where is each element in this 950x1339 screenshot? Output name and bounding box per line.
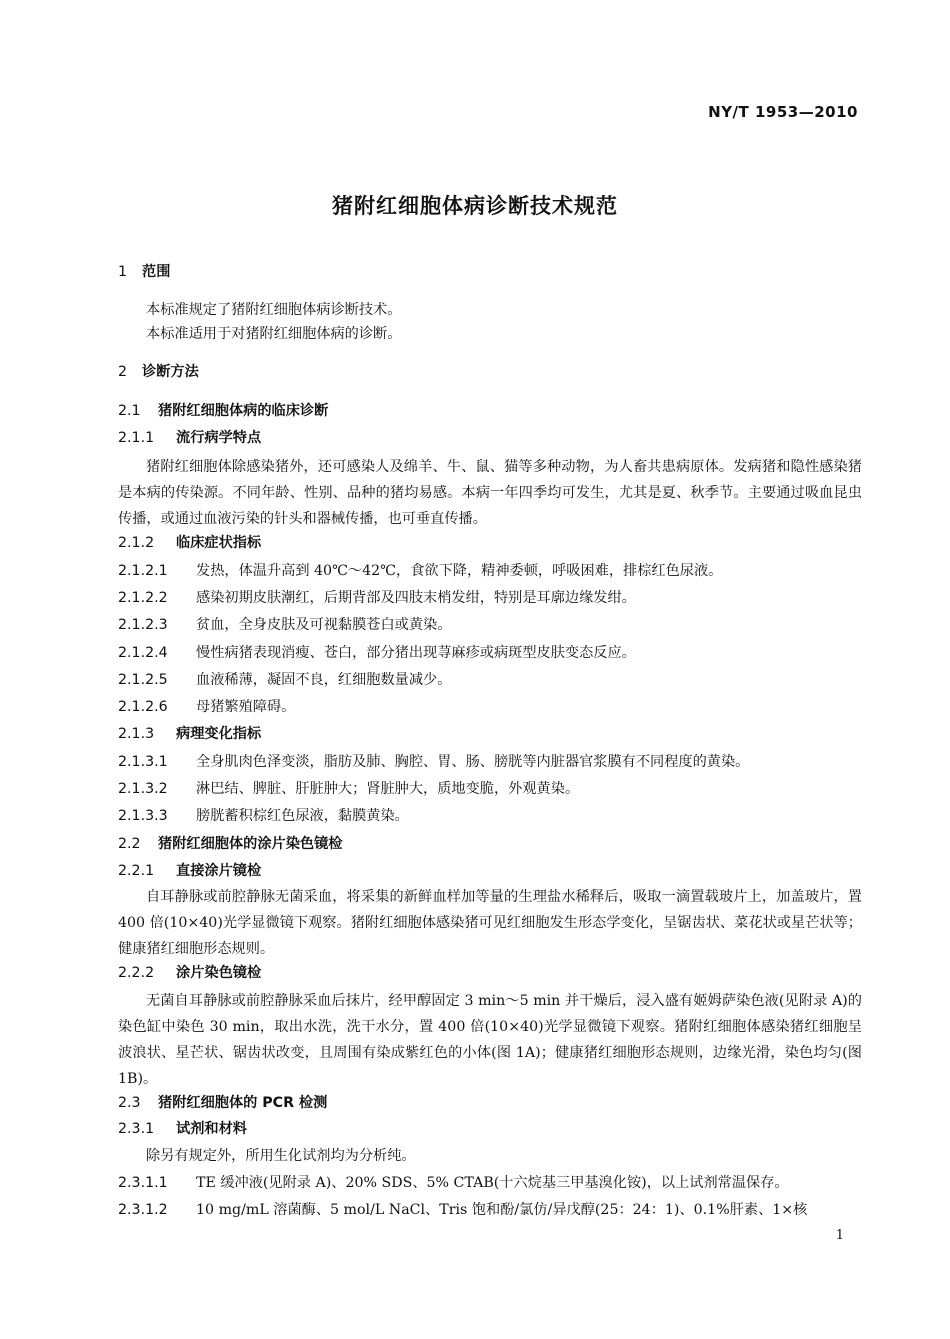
stained-smear-paragraph: 无菌自耳静脉或前腔静脉采血后抹片，经甲醇固定 3 min～5 min 并干燥后，浸入盛有姬姆萨染色液(见附录 A)的染色缸中染色 30 min，取出水洗，洗干水分，置 400 倍(10×40)光学显微镜下观察。猪附红细胞体感染猪红细胞呈波浪状、星芒状、锯齿状改变，且周围有染成紫红色的小体(图 1A)；健康猪红细胞形态规则，边缘光滑，染色均匀(图 1B)。 bbox=[118, 993, 862, 1087]
clause-number: 2.1.3.2 bbox=[118, 781, 168, 797]
epidemiology-paragraph: 猪附红细胞体除感染猪外，还可感染人及绵羊、牛、鼠、猫等多种动物，为人畜共患病原体。发病猪和隐性感染猪是本病的传染源。不同年龄、性别、品种的猪均易感。本病一年四季均可发生，尤其是夏、秋季节。主要通过吸血昆虫传播，或通过血液污染的针头和器械传播，也可垂直传播。 bbox=[118, 459, 862, 527]
section-title: 试剂和材料 bbox=[176, 1121, 247, 1137]
clause-item bbox=[118, 643, 636, 663]
clause-number: 2.1.2.1 bbox=[118, 563, 168, 579]
section-number: 2.3.1 bbox=[118, 1121, 155, 1137]
clause-item bbox=[118, 806, 409, 826]
clause-number: 2.1.2.2 bbox=[118, 590, 168, 606]
section-2-1-3-heading bbox=[118, 724, 261, 744]
section-number: 2.2.2 bbox=[118, 965, 155, 981]
clause-item bbox=[118, 588, 636, 608]
clause-number: 2.3.1.2 bbox=[118, 1202, 168, 1218]
clause-text: 贫血，全身皮肤及可视黏膜苍白或黄染。 bbox=[196, 617, 452, 633]
direct-smear-paragraph: 自耳静脉或前腔静脉无菌采血，将采集的新鲜血样加等量的生理盐水稀释后，吸取一滴置载玻片上，加盖玻片，置 400 倍(10×40)光学显微镜下观察。猪附红细胞体感染猪可见红细胞发生形态学变化，呈锯齿状、菜花状或星芒状等；健康猪红细胞形态规则。 bbox=[118, 889, 862, 957]
clause-text: 全身肌肉色泽变淡，脂肪及肺、胸腔、胃、肠、膀胱等内脏器官浆膜有不同程度的黄染。 bbox=[196, 754, 750, 770]
clause-item bbox=[118, 697, 295, 717]
clause-number: 2.1.3.1 bbox=[118, 754, 168, 770]
section-2-3-1-heading bbox=[118, 1119, 247, 1139]
section-title: 猪附红细胞体病的临床诊断 bbox=[158, 403, 329, 419]
section-number: 2.1.3 bbox=[118, 726, 155, 742]
clause-text: 淋巴结、脾脏、肝脏肿大；肾脏肿大，质地变脆，外观黄染。 bbox=[196, 781, 580, 797]
section-title: 诊断方法 bbox=[142, 364, 199, 380]
section-2-1-2-heading bbox=[118, 533, 261, 553]
section-title: 流行病学特点 bbox=[176, 430, 262, 446]
section-2-2-2-heading bbox=[118, 963, 261, 983]
section-2-heading bbox=[118, 362, 199, 382]
clause-number: 2.1.3.3 bbox=[118, 808, 168, 824]
section-title: 病理变化指标 bbox=[176, 726, 262, 742]
section-title: 猪附红细胞体的 PCR 检测 bbox=[158, 1095, 328, 1111]
section-number: 2.2 bbox=[118, 836, 141, 852]
clause-text: 血液稀薄，凝固不良，红细胞数量减少。 bbox=[196, 672, 452, 688]
reagents-intro: 除另有规定外，所用生化试剂均为分析纯。 bbox=[146, 1148, 416, 1164]
section-title: 范围 bbox=[142, 264, 171, 280]
section-number: 2.1 bbox=[118, 403, 141, 419]
clause-item bbox=[118, 561, 722, 581]
clause-item bbox=[118, 752, 749, 772]
scope-paragraph-1: 本标准规定了猪附红细胞体病诊断技术。 bbox=[146, 302, 402, 318]
section-2-1-heading bbox=[118, 401, 328, 421]
section-2-2-1-heading bbox=[118, 861, 261, 881]
section-number: 2.1.2 bbox=[118, 535, 155, 551]
section-title: 涂片染色镜检 bbox=[176, 965, 262, 981]
clause-text: 感染初期皮肤潮红，后期背部及四肢末梢发绀，特别是耳廓边缘发绀。 bbox=[196, 590, 636, 606]
clause-number: 2.3.1.1 bbox=[118, 1175, 168, 1191]
section-2-2-heading bbox=[118, 834, 342, 854]
clause-text: 10 mg/mL 溶菌酶、5 mol/L NaCl、Tris 饱和酚/氯仿/异戊醇(25：24：1)、0.1%肝素、1×核 bbox=[196, 1202, 808, 1218]
clause-text: 母猪繁殖障碍。 bbox=[196, 699, 296, 715]
section-1-heading bbox=[118, 262, 170, 282]
page-number: 1 bbox=[835, 1228, 844, 1243]
section-title: 猪附红细胞体的涂片染色镜检 bbox=[158, 836, 343, 852]
clause-item bbox=[118, 779, 579, 799]
section-title: 直接涂片镜检 bbox=[176, 863, 262, 879]
clause-text: 发热，体温升高到 40℃～42℃，食欲下降，精神委顿，呼吸困难，排棕红色尿液。 bbox=[196, 563, 723, 579]
clause-item bbox=[118, 1173, 789, 1193]
section-2-3-heading bbox=[118, 1093, 327, 1113]
clause-number: 2.1.2.3 bbox=[118, 617, 168, 633]
clause-text: 慢性病猪表现消瘦、苍白，部分猪出现荨麻疹或病斑型皮肤变态反应。 bbox=[196, 645, 636, 661]
clause-number: 2.1.2.6 bbox=[118, 699, 168, 715]
section-number: 2.3 bbox=[118, 1095, 141, 1111]
standard-number: NY/T 1953—2010 bbox=[708, 103, 858, 121]
section-number: 1 bbox=[118, 264, 128, 280]
section-number: 2.1.1 bbox=[118, 430, 155, 446]
section-title: 临床症状指标 bbox=[176, 535, 262, 551]
section-number: 2.2.1 bbox=[118, 863, 155, 879]
clause-item bbox=[118, 1200, 807, 1220]
section-number: 2 bbox=[118, 364, 128, 380]
clause-number: 2.1.2.4 bbox=[118, 645, 168, 661]
page-title: 猪附红细胞体病诊断技术规范 bbox=[332, 194, 618, 218]
clause-item bbox=[118, 615, 451, 635]
clause-number: 2.1.2.5 bbox=[118, 672, 168, 688]
clause-item bbox=[118, 670, 451, 690]
clause-text: TE 缓冲液(见附录 A)、20% SDS、5% CTAB(十六烷基三甲基溴化铵)，以上试剂常温保存。 bbox=[196, 1175, 789, 1191]
scope-paragraph-2: 本标准适用于对猪附红细胞体病的诊断。 bbox=[146, 326, 402, 342]
clause-text: 膀胱蓄积棕红色尿液，黏膜黄染。 bbox=[196, 808, 409, 824]
section-2-1-1-heading bbox=[118, 428, 261, 448]
